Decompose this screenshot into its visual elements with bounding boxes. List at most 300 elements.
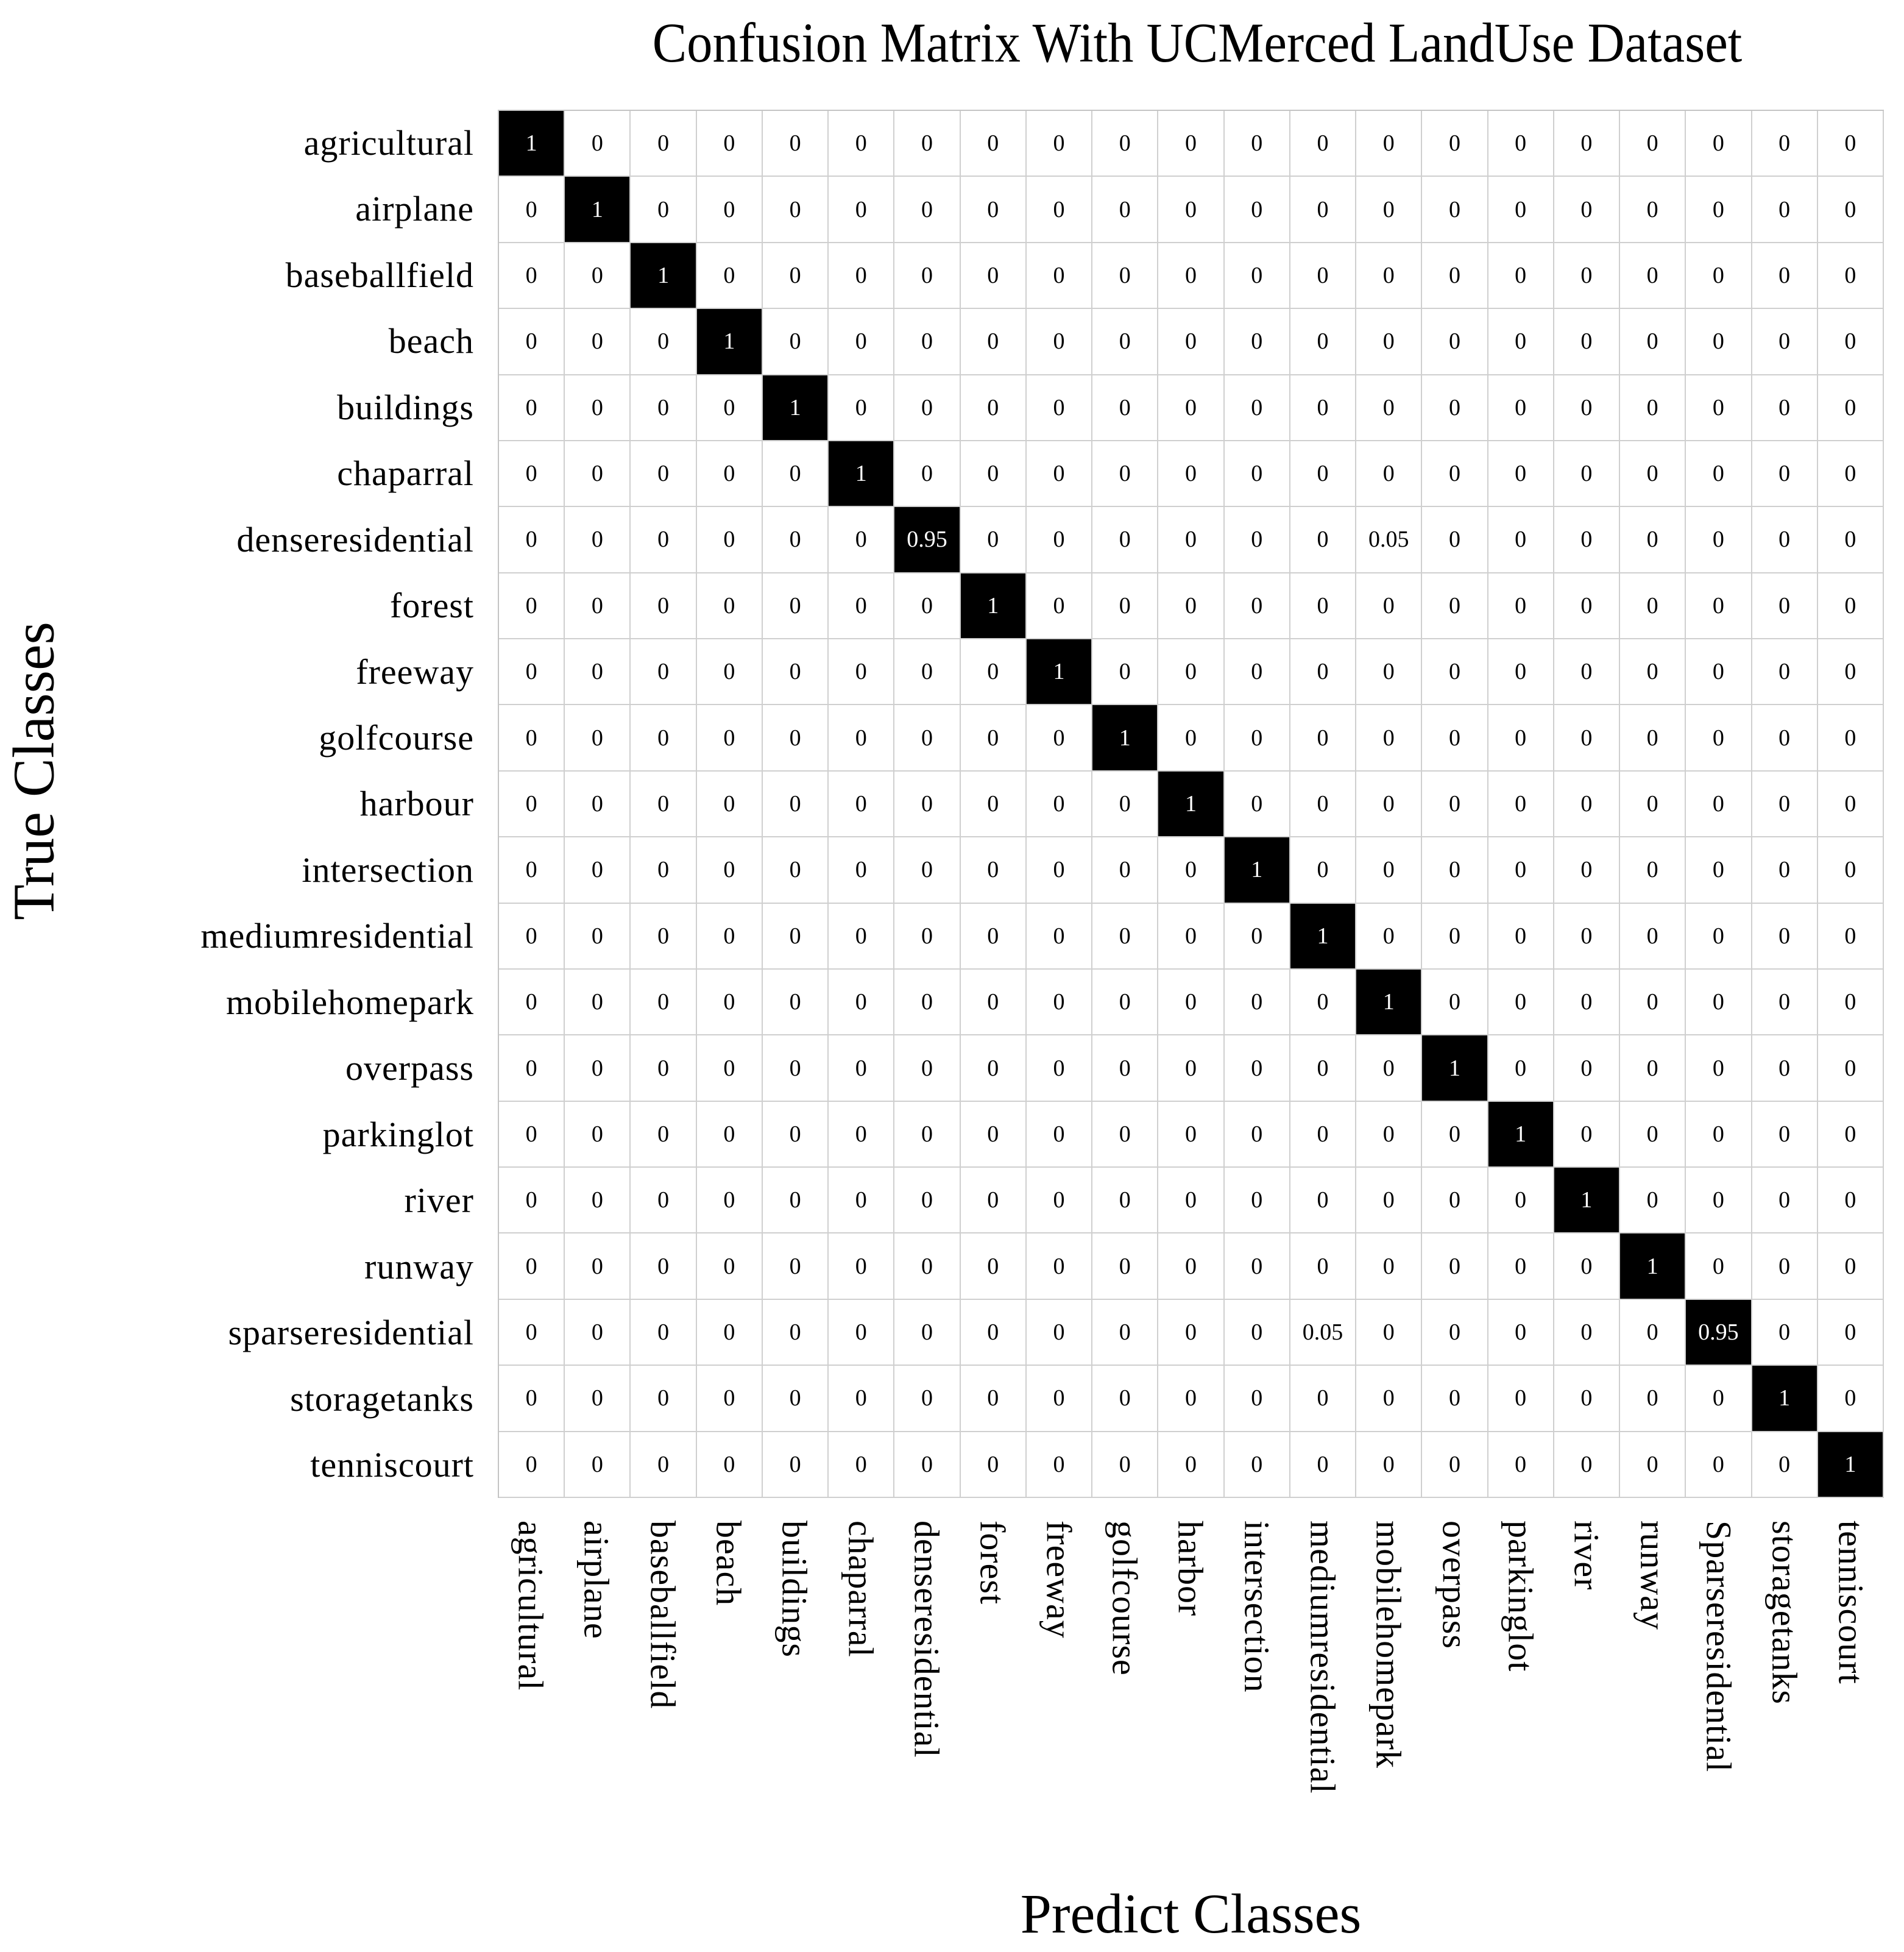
matrix-cell: 0 — [1158, 177, 1224, 243]
matrix-cell: 0 — [1092, 111, 1158, 177]
matrix-cell: 0 — [1488, 243, 1554, 309]
matrix-cell: 0 — [499, 375, 565, 441]
matrix-cell: 0 — [1620, 507, 1686, 573]
matrix-cell: 0 — [1818, 639, 1884, 705]
matrix-cell: 0 — [1818, 243, 1884, 309]
matrix-cell: 0 — [565, 441, 631, 507]
matrix-cell: 1 — [1620, 1233, 1686, 1299]
matrix-cell: 0 — [565, 1366, 631, 1432]
matrix-cell: 0 — [829, 705, 894, 771]
matrix-cell: 0 — [1620, 573, 1686, 639]
matrix-cell: 0 — [961, 1300, 1027, 1366]
matrix-cell: 0 — [894, 177, 960, 243]
matrix-cell: 0 — [697, 705, 763, 771]
matrix-cell: 0 — [1158, 1168, 1224, 1233]
matrix-cell: 0 — [1752, 837, 1818, 903]
matrix-cell: 0 — [697, 441, 763, 507]
matrix-cell: 0 — [961, 772, 1027, 837]
matrix-cell: 0 — [1686, 639, 1752, 705]
matrix-cell: 0 — [1225, 772, 1290, 837]
matrix-cell: 0 — [1752, 309, 1818, 375]
matrix-cell: 0 — [1290, 772, 1356, 837]
matrix-cell: 0 — [1686, 441, 1752, 507]
matrix-cell: 0 — [1225, 441, 1290, 507]
matrix-cell: 0 — [829, 375, 894, 441]
matrix-cell: 0 — [1027, 507, 1092, 573]
column-label-slot — [960, 1508, 1025, 1850]
matrix-cell: 0 — [1620, 441, 1686, 507]
matrix-cell: 0 — [1092, 375, 1158, 441]
matrix-cell: 0 — [1752, 705, 1818, 771]
matrix-cell: 1 — [1225, 837, 1290, 903]
matrix-cell: 0 — [565, 1300, 631, 1366]
column-label-slot — [1356, 1508, 1421, 1850]
matrix-cell: 0 — [1620, 772, 1686, 837]
matrix-cell: 0 — [697, 1168, 763, 1233]
column-label-slot — [1620, 1508, 1686, 1850]
matrix-cell: 1 — [631, 243, 696, 309]
matrix-cell: 0 — [1818, 573, 1884, 639]
matrix-cell: 1 — [1290, 904, 1356, 970]
row-label: chaparral — [337, 453, 474, 494]
matrix-cell: 0 — [1092, 507, 1158, 573]
matrix-cell: 0 — [1554, 837, 1620, 903]
matrix-cell: 0 — [894, 1168, 960, 1233]
matrix-cell: 0.05 — [1290, 1300, 1356, 1366]
row-label: sparseresidential — [228, 1313, 474, 1353]
matrix-cell: 0 — [1488, 507, 1554, 573]
y-axis-label: True Classes — [1, 622, 66, 920]
matrix-cell: 1 — [1027, 639, 1092, 705]
matrix-cell: 0 — [1422, 970, 1488, 1035]
matrix-cell: 0 — [1158, 573, 1224, 639]
x-tick-labels — [498, 1508, 1884, 1850]
matrix-cell: 0 — [1225, 507, 1290, 573]
matrix-cell: 0 — [1818, 970, 1884, 1035]
matrix-cell: 0 — [763, 705, 829, 771]
matrix-cell: 0 — [1620, 177, 1686, 243]
matrix-cell: 0 — [961, 970, 1027, 1035]
matrix-cell: 0 — [1620, 1366, 1686, 1432]
matrix-cell: 0 — [763, 639, 829, 705]
matrix-cell: 0 — [1818, 1233, 1884, 1299]
matrix-cell: 1 — [961, 573, 1027, 639]
matrix-cell: 0 — [499, 705, 565, 771]
matrix-cell: 0 — [565, 111, 631, 177]
column-label-slot — [1158, 1508, 1223, 1850]
matrix-cell: 0 — [894, 837, 960, 903]
matrix-cell: 0 — [1027, 573, 1092, 639]
matrix-cell: 0 — [1620, 705, 1686, 771]
matrix-cell: 0 — [1092, 573, 1158, 639]
matrix-cell: 0 — [894, 1233, 960, 1299]
matrix-cell: 0 — [829, 1168, 894, 1233]
matrix-cell: 0 — [697, 772, 763, 837]
matrix-cell: 0 — [499, 177, 565, 243]
matrix-cell: 0 — [763, 904, 829, 970]
matrix-cell: 0 — [894, 375, 960, 441]
matrix-cell: 0 — [1488, 573, 1554, 639]
matrix-cell: 0 — [1225, 1300, 1290, 1366]
matrix-cell: 0 — [1290, 1035, 1356, 1101]
matrix-cell: 0 — [829, 177, 894, 243]
matrix-cell: 0 — [1290, 573, 1356, 639]
matrix-cell: 0 — [1554, 309, 1620, 375]
matrix-cell: 0 — [697, 1035, 763, 1101]
matrix-cell: 0 — [763, 1102, 829, 1168]
matrix-cell: 0 — [1488, 772, 1554, 837]
matrix-cell: 0 — [1488, 970, 1554, 1035]
matrix-cell: 0 — [1356, 375, 1422, 441]
matrix-cell: 0 — [1356, 1233, 1422, 1299]
matrix-cell: 0 — [565, 1168, 631, 1233]
matrix-cell: 0 — [1158, 1300, 1224, 1366]
matrix-cell: 0 — [1752, 639, 1818, 705]
row-label: forest — [389, 586, 474, 626]
matrix-cell: 0 — [763, 1168, 829, 1233]
matrix-cell: 0 — [1290, 441, 1356, 507]
matrix-cell: 0 — [1027, 1432, 1092, 1498]
matrix-cell: 0 — [1290, 639, 1356, 705]
matrix-cell: 0 — [1092, 837, 1158, 903]
matrix-cell: 0 — [1686, 1168, 1752, 1233]
matrix-cell: 0 — [1027, 111, 1092, 177]
matrix-cell: 0 — [1356, 1168, 1422, 1233]
matrix-cell: 0 — [1422, 1168, 1488, 1233]
matrix-cell: 0 — [1620, 639, 1686, 705]
matrix-cell: 0 — [1225, 1102, 1290, 1168]
matrix-cell: 0 — [1422, 375, 1488, 441]
matrix-cell: 0 — [1225, 243, 1290, 309]
matrix-cell: 0 — [565, 375, 631, 441]
matrix-cell: 0 — [1422, 1366, 1488, 1432]
matrix-cell: 0 — [499, 573, 565, 639]
matrix-cell: 0 — [829, 1233, 894, 1299]
matrix-cell: 0 — [631, 441, 696, 507]
column-label-slot — [1224, 1508, 1290, 1850]
matrix-cell: 0 — [1356, 573, 1422, 639]
matrix-cell: 0 — [565, 837, 631, 903]
matrix-cell: 1 — [829, 441, 894, 507]
matrix-cell: 0 — [1686, 1233, 1752, 1299]
matrix-cell: 0 — [1422, 243, 1488, 309]
matrix-cell: 0 — [1422, 309, 1488, 375]
matrix-cell: 0 — [1818, 705, 1884, 771]
matrix-cell: 0 — [763, 837, 829, 903]
matrix-cell: 0 — [1554, 1233, 1620, 1299]
matrix-cell: 0 — [631, 1366, 696, 1432]
column-label: chaparral — [841, 1521, 881, 1658]
matrix-cell: 0 — [1092, 177, 1158, 243]
row-label: tenniscourt — [310, 1445, 474, 1485]
matrix-cell: 0 — [1290, 1432, 1356, 1498]
matrix-cell: 0 — [829, 507, 894, 573]
matrix-cell: 0 — [894, 904, 960, 970]
matrix-cell: 0 — [1488, 1300, 1554, 1366]
column-label: denseresidential — [907, 1521, 947, 1758]
matrix-cell: 0 — [1290, 837, 1356, 903]
matrix-cell: 0 — [697, 507, 763, 573]
matrix-cell: 0 — [1554, 705, 1620, 771]
matrix-cell: 0 — [1554, 1300, 1620, 1366]
matrix-cell: 0 — [1818, 111, 1884, 177]
matrix-cell: 0 — [894, 441, 960, 507]
matrix-cell: 0 — [961, 309, 1027, 375]
matrix-cell: 0 — [1356, 309, 1422, 375]
matrix-cell: 0 — [631, 507, 696, 573]
matrix-cell: 0 — [829, 837, 894, 903]
column-label-slot — [1752, 1508, 1817, 1850]
matrix-cell: 0 — [1158, 904, 1224, 970]
matrix-cell: 0 — [961, 705, 1027, 771]
matrix-cell: 0 — [961, 1168, 1027, 1233]
matrix-cell: 0 — [1290, 1102, 1356, 1168]
matrix-cell: 0 — [499, 904, 565, 970]
matrix-cell: 0 — [1686, 573, 1752, 639]
matrix-cell: 0 — [1620, 375, 1686, 441]
column-label: agricultural — [511, 1521, 551, 1691]
matrix-cell: 0 — [1092, 1300, 1158, 1366]
matrix-cell: 0 — [829, 573, 894, 639]
matrix-cell: 0 — [1158, 309, 1224, 375]
matrix-cell: 0 — [894, 639, 960, 705]
matrix-cell: 0 — [1158, 970, 1224, 1035]
matrix-cell: 0 — [697, 375, 763, 441]
matrix-cell: 0 — [829, 970, 894, 1035]
matrix-cell: 0 — [1092, 772, 1158, 837]
matrix-cell: 0 — [1488, 111, 1554, 177]
matrix-cell: 0 — [829, 1035, 894, 1101]
matrix-cell: 0 — [1158, 507, 1224, 573]
matrix-cell: 0 — [1422, 573, 1488, 639]
matrix-cell: 0 — [763, 1035, 829, 1101]
matrix-cell: 0 — [1686, 309, 1752, 375]
matrix-cell: 0 — [1752, 1233, 1818, 1299]
matrix-cell: 0 — [631, 772, 696, 837]
matrix-cell: 0 — [631, 309, 696, 375]
matrix-cell: 0 — [1225, 111, 1290, 177]
matrix-cell: 0 — [631, 705, 696, 771]
matrix-cell: 0 — [961, 837, 1027, 903]
matrix-cell: 0 — [1225, 573, 1290, 639]
matrix-cell: 0 — [961, 904, 1027, 970]
matrix-cell: 0 — [961, 639, 1027, 705]
matrix-cell: 0 — [1752, 1102, 1818, 1168]
matrix-cell: 0 — [565, 1102, 631, 1168]
matrix-cell: 0 — [1027, 705, 1092, 771]
matrix-cell: 0 — [499, 970, 565, 1035]
row-label: airplane — [355, 189, 474, 229]
matrix-cell: 0 — [1290, 309, 1356, 375]
matrix-cell: 0 — [1158, 1035, 1224, 1101]
matrix-cell: 0 — [1554, 1035, 1620, 1101]
matrix-cell: 0 — [894, 772, 960, 837]
matrix-cell: 0 — [1027, 772, 1092, 837]
column-label-slot — [828, 1508, 894, 1850]
row-label: storagetanks — [290, 1379, 474, 1419]
matrix-cell: 0 — [1686, 177, 1752, 243]
matrix-cell: 0 — [565, 507, 631, 573]
matrix-cell: 0 — [565, 243, 631, 309]
matrix-cell: 0 — [1554, 111, 1620, 177]
matrix-cell: 0 — [1290, 507, 1356, 573]
matrix-cell: 0 — [1422, 111, 1488, 177]
matrix-cell: 1 — [1092, 705, 1158, 771]
matrix-cell: 0 — [1290, 243, 1356, 309]
matrix-cell: 0 — [1225, 1366, 1290, 1432]
matrix-cell: 0 — [961, 441, 1027, 507]
matrix-cell: 0 — [1290, 970, 1356, 1035]
column-label: parkinglot — [1501, 1521, 1541, 1672]
matrix-cell: 0 — [1554, 904, 1620, 970]
matrix-cell: 0 — [763, 970, 829, 1035]
matrix-cell: 0 — [697, 1432, 763, 1498]
matrix-cell: 0 — [1356, 837, 1422, 903]
matrix-cell: 0 — [1488, 375, 1554, 441]
matrix-cell: 0 — [1422, 507, 1488, 573]
matrix-cell: 0 — [1027, 441, 1092, 507]
matrix-cell: 0 — [631, 837, 696, 903]
matrix-cell: 0 — [1027, 177, 1092, 243]
matrix-cell: 0 — [1225, 904, 1290, 970]
matrix-cell: 0 — [1290, 1168, 1356, 1233]
matrix-cell: 0 — [1356, 243, 1422, 309]
matrix-cell: 0 — [1752, 1300, 1818, 1366]
matrix-cell: 0 — [1752, 243, 1818, 309]
matrix-cell: 0 — [1027, 375, 1092, 441]
matrix-cell: 0.95 — [894, 507, 960, 573]
column-label: golfcourse — [1105, 1521, 1145, 1676]
matrix-cell: 0 — [961, 1102, 1027, 1168]
matrix-cell: 0 — [1092, 1366, 1158, 1432]
column-label-slot — [1092, 1508, 1158, 1850]
matrix-cell: 0 — [1620, 1168, 1686, 1233]
matrix-cell: 0 — [1027, 1366, 1092, 1432]
matrix-cell: 0 — [763, 1366, 829, 1432]
matrix-cell: 0 — [1422, 1102, 1488, 1168]
matrix-cell: 0 — [631, 1102, 696, 1168]
matrix-cell: 0 — [565, 573, 631, 639]
matrix-cell: 0 — [1686, 1432, 1752, 1498]
matrix-cell: 0 — [1092, 441, 1158, 507]
matrix-cell: 0 — [697, 573, 763, 639]
matrix-cell: 0 — [1422, 639, 1488, 705]
matrix-cell: 0 — [1554, 177, 1620, 243]
matrix-cell: 0 — [763, 441, 829, 507]
matrix-cell: 0 — [1686, 1102, 1752, 1168]
matrix-cell: 0 — [631, 177, 696, 243]
matrix-cell: 0 — [1027, 970, 1092, 1035]
matrix-cell: 0 — [1158, 441, 1224, 507]
matrix-cell: 0 — [1488, 705, 1554, 771]
matrix-cell: 0 — [499, 309, 565, 375]
column-label: buildings — [774, 1521, 815, 1658]
matrix-cell: 0 — [1027, 1035, 1092, 1101]
matrix-cell: 0 — [1488, 309, 1554, 375]
matrix-cell: 0 — [631, 375, 696, 441]
matrix-cell: 0 — [1752, 970, 1818, 1035]
column-label: harbor — [1170, 1521, 1211, 1617]
matrix-cell: 0 — [1225, 309, 1290, 375]
matrix-cell: 0 — [1686, 837, 1752, 903]
column-label-slot — [1290, 1508, 1356, 1850]
matrix-cell: 0 — [499, 1432, 565, 1498]
matrix-cell: 0 — [1027, 904, 1092, 970]
matrix-cell: 0 — [1422, 705, 1488, 771]
matrix-cell: 0 — [1620, 970, 1686, 1035]
column-label: mobilehomepark — [1368, 1521, 1409, 1769]
matrix-cell: 0 — [1092, 1432, 1158, 1498]
matrix-cell: 0 — [499, 1035, 565, 1101]
matrix-cell: 0 — [1027, 1168, 1092, 1233]
matrix-cell: 0 — [1027, 309, 1092, 375]
matrix-cell: 0 — [1092, 904, 1158, 970]
matrix-cell: 0 — [1686, 970, 1752, 1035]
matrix-cell: 1 — [499, 111, 565, 177]
matrix-cell: 0 — [829, 1366, 894, 1432]
matrix-cell: 0 — [1027, 1102, 1092, 1168]
column-label: airplane — [576, 1521, 617, 1639]
matrix-cell: 0 — [1818, 309, 1884, 375]
matrix-cell: 0 — [1554, 441, 1620, 507]
matrix-cell: 0 — [1752, 177, 1818, 243]
matrix-cell: 0 — [763, 1300, 829, 1366]
matrix-cell: 0 — [961, 1035, 1027, 1101]
row-label: runway — [364, 1246, 474, 1287]
matrix-cell: 1 — [1752, 1366, 1818, 1432]
matrix-cell: 0 — [829, 1432, 894, 1498]
matrix-cell: 0 — [829, 309, 894, 375]
matrix-cell: 0 — [499, 639, 565, 705]
matrix-cell: 0 — [1092, 309, 1158, 375]
matrix-cell: 0 — [631, 1168, 696, 1233]
matrix-cell: 0 — [1158, 705, 1224, 771]
matrix-cell: 0 — [1488, 1432, 1554, 1498]
matrix-cell: 0 — [894, 705, 960, 771]
matrix-cell: 1 — [565, 177, 631, 243]
matrix-cell: 0 — [1092, 243, 1158, 309]
row-label: golfcourse — [319, 718, 474, 758]
matrix-cell: 0 — [1225, 177, 1290, 243]
matrix-cell: 0 — [697, 904, 763, 970]
matrix-cell: 0 — [631, 1432, 696, 1498]
matrix-cell: 0 — [961, 111, 1027, 177]
matrix-cell: 0 — [829, 1102, 894, 1168]
column-label: tenniscourt — [1831, 1521, 1871, 1684]
matrix-cell: 0 — [631, 1300, 696, 1366]
row-label: freeway — [356, 651, 474, 692]
matrix-cell: 0 — [1356, 1366, 1422, 1432]
matrix-cell: 0 — [1422, 177, 1488, 243]
row-label: baseballfield — [285, 255, 474, 295]
matrix-cell: 0 — [697, 970, 763, 1035]
matrix-cell: 0 — [565, 639, 631, 705]
matrix-cell: 0 — [1290, 111, 1356, 177]
matrix-cell: 0 — [1158, 375, 1224, 441]
matrix-cell: 0.95 — [1686, 1300, 1752, 1366]
matrix-cell: 0 — [1554, 243, 1620, 309]
matrix-cell: 0 — [1158, 1432, 1224, 1498]
matrix-cell: 0 — [1752, 1168, 1818, 1233]
matrix-cell: 0 — [961, 375, 1027, 441]
matrix-cell: 0 — [1092, 1102, 1158, 1168]
matrix-cell: 0 — [763, 507, 829, 573]
matrix-cell: 0 — [1488, 1366, 1554, 1432]
matrix-cell: 0 — [894, 573, 960, 639]
matrix-cell: 0 — [499, 243, 565, 309]
column-label-slot — [1422, 1508, 1488, 1850]
matrix-cell: 0 — [499, 507, 565, 573]
